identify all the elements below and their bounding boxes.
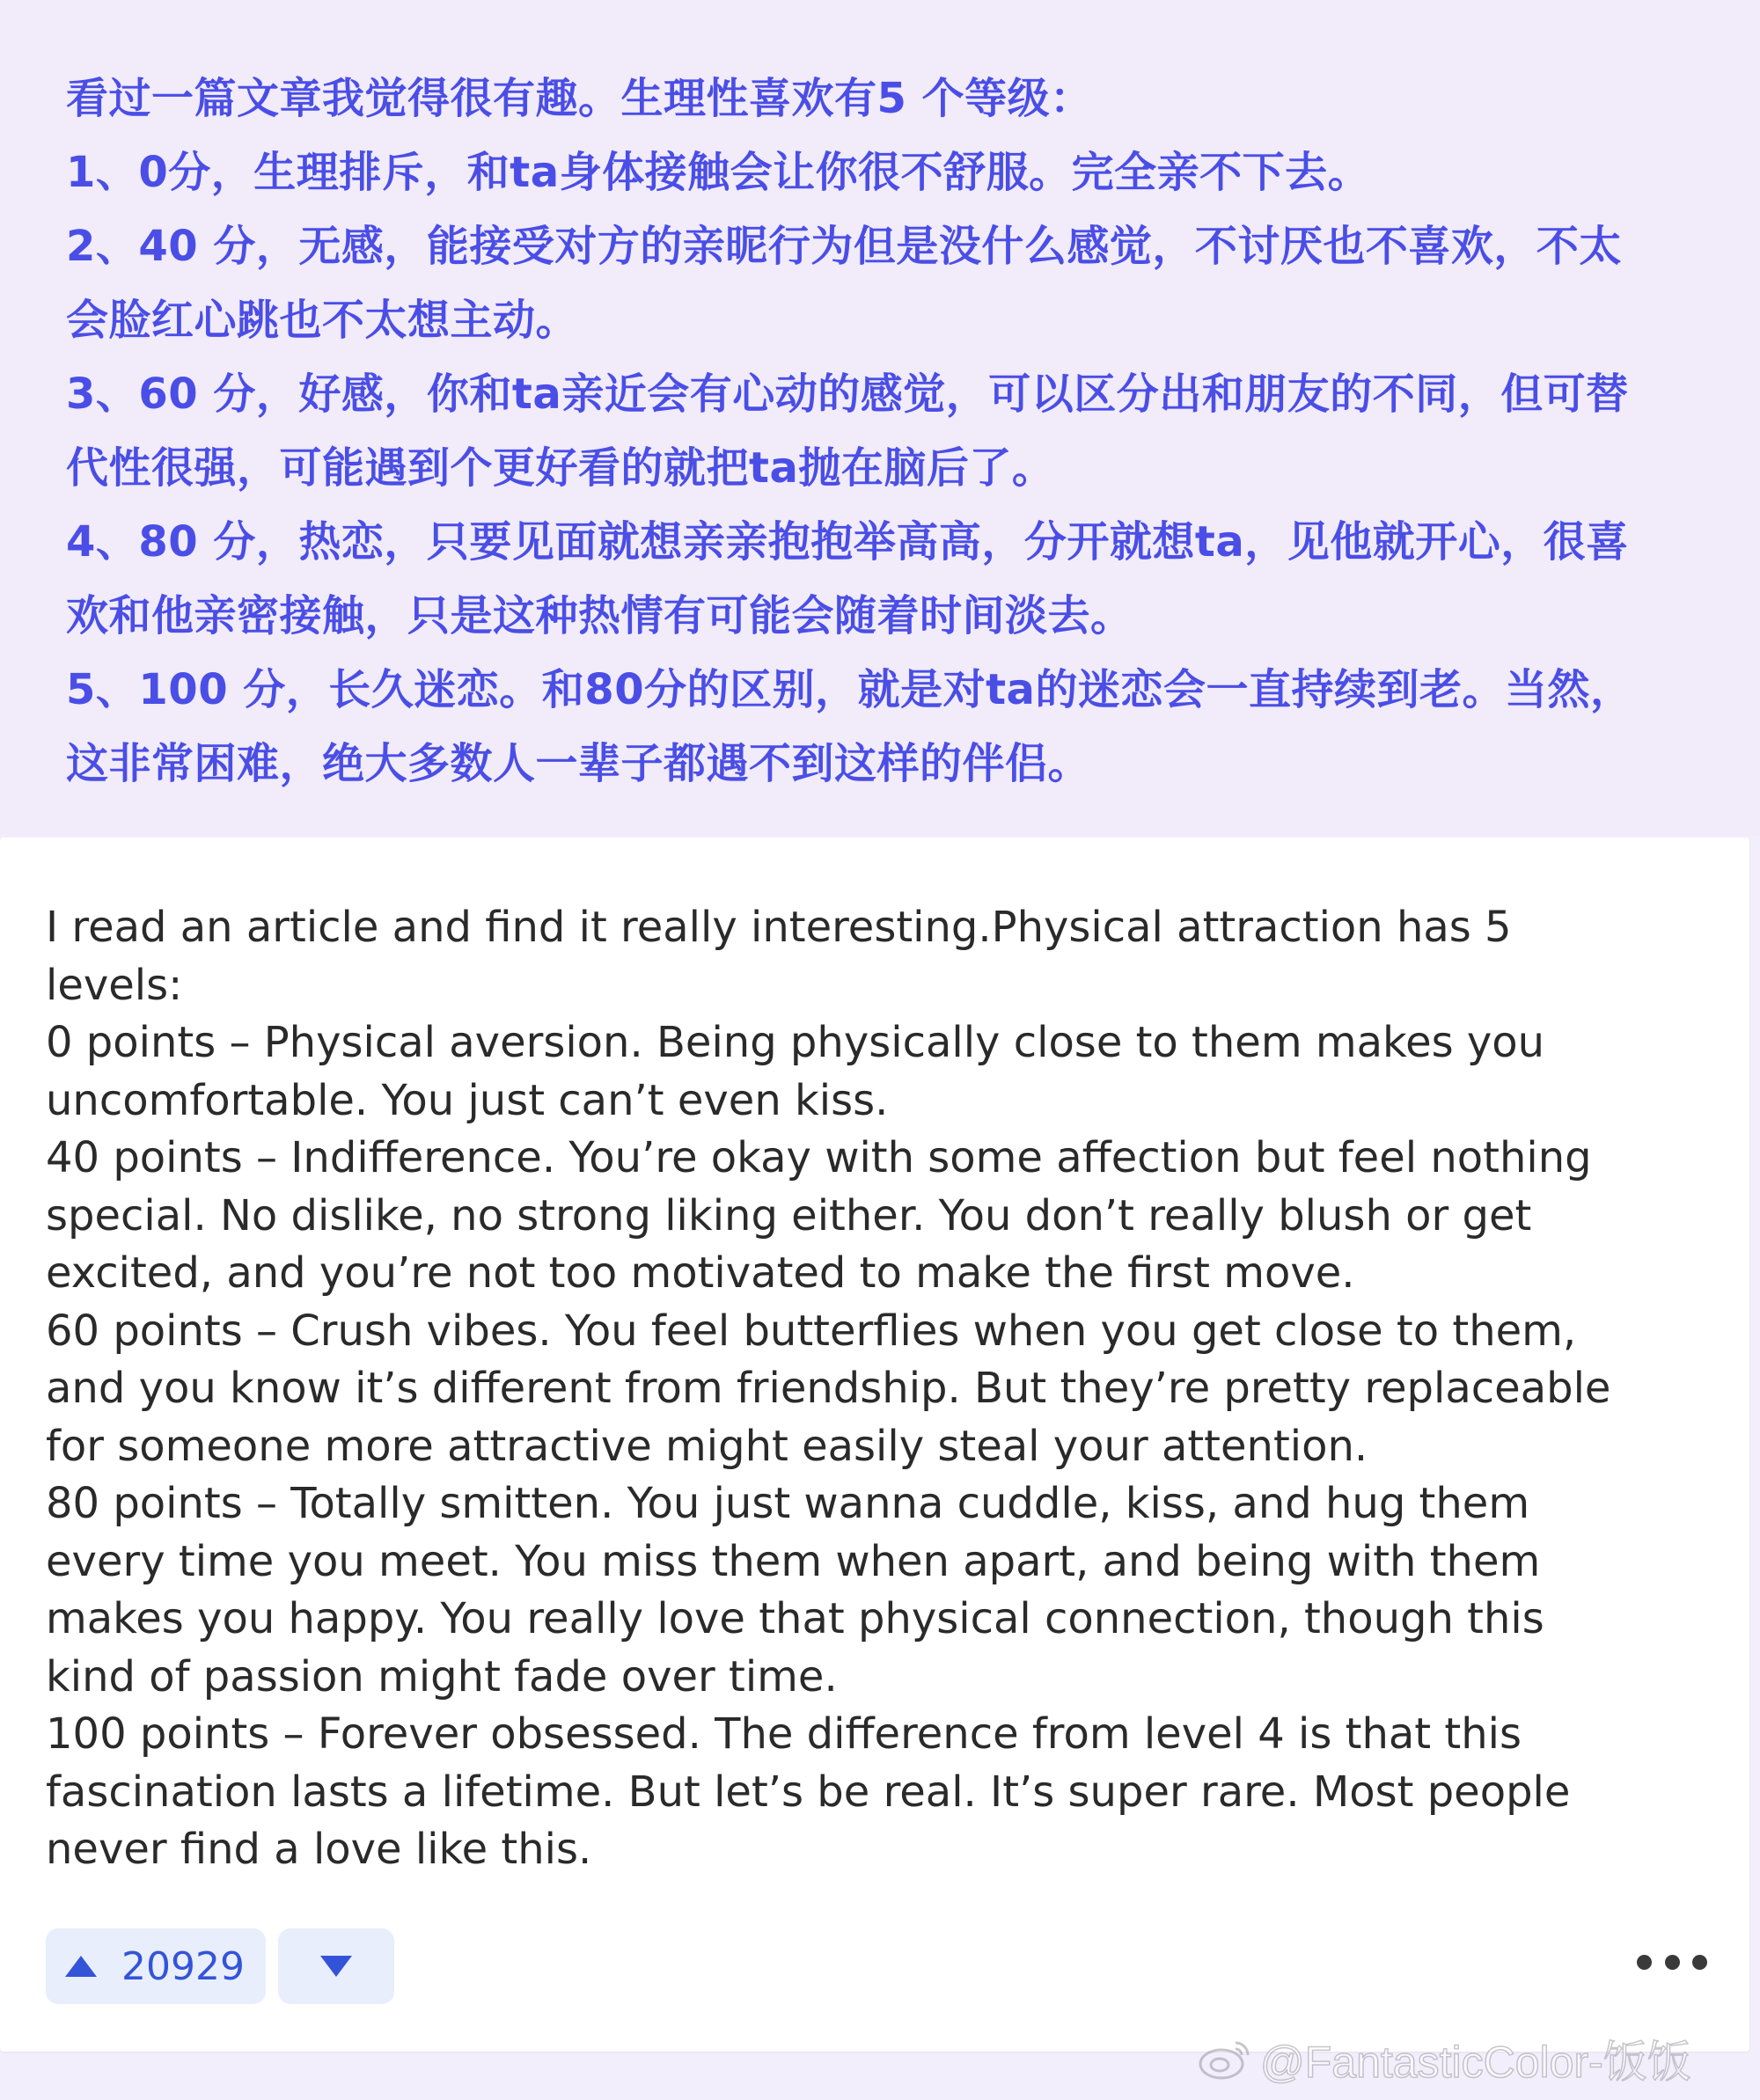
chinese-post-line: 2、40 分，无感，能接受对方的亲昵行为但是没什么感觉，不讨厌也不喜欢，不太	[66, 222, 1622, 271]
english-post-line: levels:	[46, 960, 183, 1010]
chinese-post-line: 3、60 分，好感，你和ta亲近会有心动的感觉，可以区分出和朋友的不同，但可替	[66, 370, 1629, 419]
english-post-card	[0, 838, 1749, 2052]
english-post-text[interactable]	[46, 899, 1718, 1879]
weibo-logo-icon	[1197, 2036, 1253, 2082]
triangle-down-icon	[320, 1956, 352, 1977]
english-post-line: 100 points – Forever obsessed. The difference from level 4 is that this	[46, 1709, 1522, 1759]
ellipsis-dot-icon	[1692, 1955, 1707, 1970]
chinese-post-line: 4、80 分，热恋，只要见面就想亲亲抱抱举高高，分开就想ta，见他就开心，很喜	[66, 517, 1629, 567]
english-post-line: 0 points – Physical aversion. Being physically close to them makes you	[46, 1018, 1545, 1067]
chinese-post-line: 1、0分，生理排斥，和ta身体接触会让你很不舒服。完全亲不下去。	[66, 148, 1371, 197]
chinese-post-line: 代性很强，可能遇到个更好看的就把ta抛在脑后了。	[66, 443, 1055, 493]
ellipsis-dot-icon	[1665, 1955, 1680, 1970]
english-post-line: excited, and you’re not too motivated to make the first move.	[46, 1248, 1355, 1298]
english-post-line: for someone more attractive might easily steal your attention.	[46, 1421, 1368, 1471]
chinese-post-line: 欢和他亲密接触，只是这种热情有可能会随着时间淡去。	[66, 591, 1133, 640]
english-post-line: I read an article and find it really interesting.Physical attraction has 5	[46, 903, 1512, 952]
watermark-text: @FantasticColor-饭饭	[1260, 2038, 1691, 2087]
english-post-line: 60 points – Crush vibes. You feel butterflies when you get close to them,	[46, 1306, 1577, 1356]
english-post-line: fascination lasts a lifetime. But let’s be real. It’s super rare. Most people	[46, 1767, 1571, 1817]
english-post-line: makes you happy. You really love that physical connection, though this	[46, 1594, 1544, 1643]
english-post-line: and you know it’s different from friendship. But they’re pretty replaceable	[46, 1364, 1611, 1413]
chinese-post-line: 这非常困难，绝大多数人一辈子都遇不到这样的伴侣。	[66, 739, 1091, 788]
english-post-line: 80 points – Totally smitten. You just wanna cuddle, kiss, and hug them	[46, 1479, 1530, 1528]
english-post-line: special. No dislike, no strong liking either. You don’t really blush or get	[46, 1190, 1532, 1240]
ellipsis-dot-icon	[1637, 1955, 1652, 1970]
more-options-button[interactable]	[1637, 1944, 1707, 1979]
downvote-button[interactable]	[278, 1928, 394, 2004]
upvote-button[interactable]	[46, 1928, 266, 2004]
english-post-line: 40 points – Indifference. You’re okay with some affection but feel nothing	[46, 1133, 1592, 1182]
upvote-count: 20929	[121, 1943, 245, 1989]
watermark	[1197, 2028, 1751, 2089]
english-post-line: every time you meet. You miss them when apart, and being with them	[46, 1536, 1541, 1586]
chinese-post-panel	[0, 0, 1760, 836]
chinese-post-line: 5、100 分，长久迷恋。和80分的区别，就是对ta的迷恋会一直持续到老。当然，	[66, 665, 1633, 714]
chinese-post-line: 看过一篇文章我觉得很有趣。生理性喜欢有5 个等级：	[66, 74, 1093, 123]
english-post-line: kind of passion might fade over time.	[46, 1651, 838, 1701]
chinese-post-line: 会脸红心跳也不太想主动。	[66, 296, 579, 345]
english-post-line: uncomfortable. You just can’t even kiss.	[46, 1075, 889, 1125]
chinese-post-text	[66, 62, 1720, 801]
english-post-line: never find a love like this.	[46, 1825, 592, 1874]
triangle-up-icon	[65, 1956, 97, 1977]
